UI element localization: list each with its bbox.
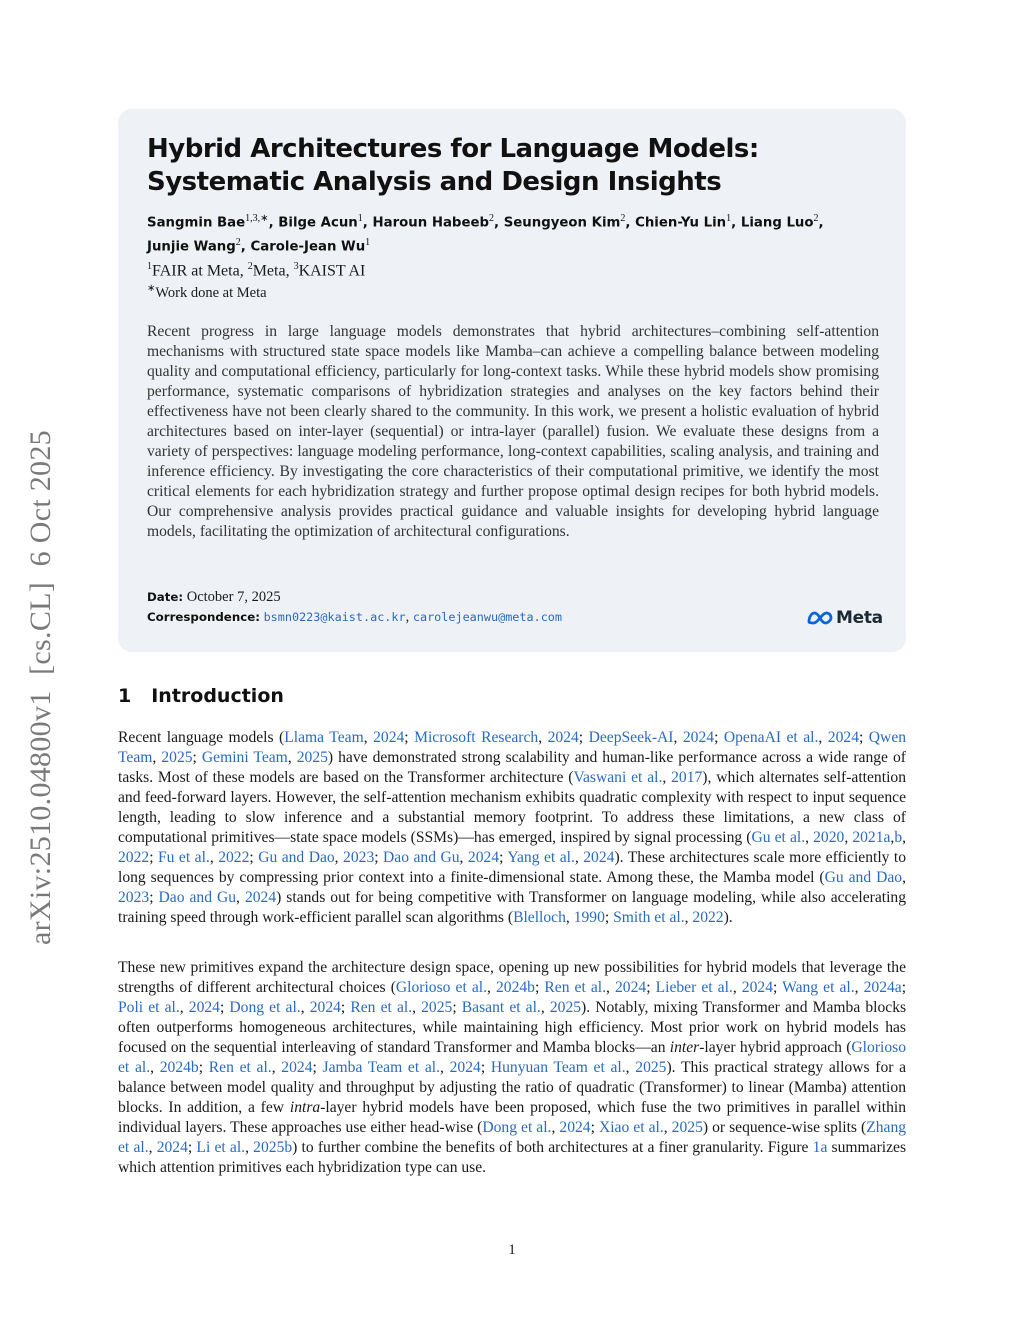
citation-link[interactable]: 2024 [583, 849, 615, 866]
citation-link[interactable]: 2023 [343, 849, 375, 866]
citation-link[interactable]: Llama Team [284, 729, 364, 746]
citation-link[interactable]: Basant et al. [461, 999, 541, 1016]
citation-link[interactable]: 2024 [467, 849, 500, 866]
author-name: Haroun Habeeb [372, 215, 489, 231]
citation-link[interactable]: 2023 [118, 889, 150, 906]
arxiv-identifier-stamp: arXiv:2510.04800v1 [cs.CL] 6 Oct 2025 [24, 430, 57, 945]
section-number: 1 [118, 685, 132, 707]
citation-link[interactable]: 2024a [863, 979, 902, 996]
citation-link[interactable]: 2024 [741, 979, 773, 996]
meta-logo-text: Meta [836, 608, 883, 628]
citation-link[interactable]: Dao and Gu [158, 889, 237, 906]
correspondence-row: Correspondence: bsmn0223@kaist.ac.kr, carolejeanwu@meta.com [147, 609, 563, 625]
citation-link[interactable]: 2024 [156, 1139, 188, 1156]
author-affiliation-marker: 1 [357, 213, 363, 224]
email-link[interactable]: carolejeanwu@meta.com [412, 610, 563, 624]
affiliation-marker: 1 [147, 261, 152, 272]
citation-link[interactable]: 2024 [615, 979, 647, 996]
author-name: Sangmin Bae [147, 215, 246, 231]
affiliation-marker: 2 [247, 261, 253, 272]
citation-link[interactable]: 2022 [692, 909, 724, 926]
author-affiliation-marker: 1,3,∗ [245, 213, 269, 224]
author-affiliation-marker: 1 [726, 213, 732, 224]
citation-link[interactable]: b [894, 829, 903, 846]
citation-link[interactable]: 2020 [813, 829, 845, 846]
date-label: Date: [147, 590, 184, 604]
citation-link[interactable]: 2024 [373, 729, 405, 746]
citation-link[interactable]: Vaswani et al. [573, 769, 663, 786]
email-link[interactable]: bsmn0223@kaist.ac.kr [263, 610, 406, 624]
citation-link[interactable]: Smith et al. [613, 909, 685, 926]
author-name: Junjie Wang [147, 239, 236, 255]
citation-link[interactable]: Glorioso et al. [118, 1039, 906, 1076]
citation-link[interactable]: Xiao et al. [598, 1119, 664, 1136]
emphasis-text: intra [289, 1099, 321, 1116]
citation-link[interactable]: 2024 [244, 889, 277, 906]
citation-link[interactable]: Jamba Team et al. [322, 1059, 441, 1076]
section-title-text: Introduction [151, 685, 284, 707]
citation-link[interactable]: Dong et al. [229, 999, 301, 1016]
citation-link[interactable]: 2021a [852, 829, 891, 846]
date-value: October 7, 2025 [186, 589, 281, 605]
citation-link[interactable]: Lieber et al. [655, 979, 733, 996]
citation-link[interactable]: 2017 [671, 769, 703, 786]
intro-paragraph-1: Recent language models (Llama Team, 2024; Microsoft Research, 2024; DeepSeek-AI, 2024; OpenaAI et al., 2024; Qwen Team, 2025; Gemini Team, 2025) have demonstrated strong scalability and human-like performance across a wide range of tasks. Most of these models are based on the Transformer architecture (Vaswani et al., 2017), which alternates self-attention and feed-forward layers. However, the self-attention mechanism exhibits quadratic complexity with respect to input sequence length, leading to slow inference and a substantial memory footprint. To address these limitations, a new class of computational primitives—state space models (SSMs)—has emerged, inspired by signal processing (Gu et al., 2020, 2021a,b, 2022; Fu et al., 2022; Gu and Dao, 2023; Dao and Gu, 2024; Yang et al., 2024). These architectures scale more efficiently to long sequences by compressing prior context into a finite-dimensional state. Among these, the Mamba model (Gu and Dao, 2023; Dao and Gu, 2024) stands out for being competitive with Transformer on language modeling, while also accelerating training speed through work-efficient parallel scan algorithms (Blelloch, 1990; Smith et al., 2022). [118, 729, 907, 926]
citation-link[interactable]: Ren et al. [544, 979, 607, 996]
citation-link[interactable]: Dao and Gu [383, 849, 460, 866]
citation-link[interactable]: 2025 [296, 749, 328, 766]
citation-link[interactable]: Microsoft Research [414, 729, 539, 746]
citation-link[interactable]: DeepSeek-AI [588, 729, 674, 746]
correspondence-label: Correspondence: [147, 610, 260, 624]
citation-link[interactable]: Gu and Dao [824, 869, 903, 886]
emphasis-text: inter [669, 1039, 700, 1056]
citation-link[interactable]: Poli et al. [118, 999, 180, 1016]
section-heading [118, 685, 284, 707]
note-text: Work done at Meta [155, 284, 267, 301]
citation-link[interactable]: Zhang et al. [118, 1119, 907, 1156]
citation-link[interactable]: 2022 [218, 849, 250, 866]
author-affiliation-marker: 2 [620, 213, 626, 224]
citation-link[interactable]: 2022 [118, 849, 150, 866]
citation-link[interactable]: Wang et al. [782, 979, 855, 996]
citation-link[interactable]: Blelloch [513, 909, 566, 926]
citation-link[interactable]: 2024b [159, 1059, 199, 1076]
citation-link[interactable]: 1a [812, 1139, 828, 1156]
citation-link[interactable]: Fu et al. [158, 849, 210, 866]
author-affiliation-marker: 2 [813, 213, 819, 224]
meta-logo [806, 607, 883, 629]
affiliation-name: KAIST AI [298, 262, 366, 280]
citation-link[interactable]: 2025 [549, 999, 582, 1016]
intro-paragraph-2: These new primitives expand the architecture design space, opening up new possibilities for hybrid models that leverage the strengths of different architectural choices (Glorioso et al., 2024b; Ren et al., 2024; Lieber et al., 2024; Wang et al., 2024a; Poli et al., 2024; Dong et al., 2024; Ren et al., 2025; Basant et al., 2025). Notably, mixing Transformer and Mamba blocks often outperforms homogeneous architectures, while maintaining high efficiency. Most prior work on hybrid models has focused on the sequential interleaving of standard Transformer and Mamba blocks—an inter-layer hybrid approach (Glorioso et al., 2024b; Ren et al., 2024; Jamba Team et al., 2024; Hunyuan Team et al., 2025). This practical strategy allows for a balance between model quality and throughput by adjusting the ratio of quadratic (Transformer) to linear (Mamba) attention blocks. In addition, a few intra-layer hybrid models have been proposed, which fuse the two primitives in parallel within individual layers. These approaches use either head-wise (Dong et al., 2024; Xiao et al., 2025) or sequence-wise splits (Zhang et al., 2024; Li et al., 2025b) to further combine the benefits of both architectures at a finer granularity. Figure 1a summarizes which attention primitives each hybridization type can use. [118, 959, 907, 1176]
author-affiliation-marker: 2 [235, 237, 241, 249]
author-name: Chien-Yu Lin [635, 215, 727, 231]
date-row [147, 588, 281, 606]
citation-link[interactable]: Ren et al. [350, 999, 413, 1016]
author-name: Liang Luo [740, 215, 814, 231]
citation-link[interactable]: OpenaAI et al. [723, 729, 819, 746]
title-line-2: Systematic Analysis and Design Insights [147, 167, 722, 197]
citation-link[interactable]: 2024 [449, 1059, 481, 1076]
citation-link[interactable]: 2025 [671, 1119, 703, 1136]
author-name: Carole-Jean Wu [250, 239, 366, 255]
author-affiliation-marker: 1 [365, 237, 371, 249]
citation-link[interactable]: 2024 [547, 729, 579, 746]
citation-link[interactable]: 2025 [421, 999, 453, 1016]
citation-link[interactable]: Yang et al. [507, 849, 575, 866]
page-number: 1 [508, 1242, 516, 1258]
citation-link[interactable]: Gu and Dao [258, 849, 335, 866]
citation-link[interactable]: Gemini Team [201, 749, 288, 766]
citation-link[interactable]: 2024 [827, 729, 859, 746]
citation-link[interactable]: 2024 [188, 999, 220, 1016]
citation-link[interactable]: 2024 [682, 729, 715, 746]
abstract-text: Recent progress in large language models demonstrates that hybrid architectures–combining self-attention mechanisms with structured state space models like Mamba–can achieve a compelling balance between modeling quality and computational efficiency, particularly for long-context tasks. While these hybrid models show promising performance, systematic comparisons of hybridization strategies and analyses on the key factors behind their effectiveness have not been clearly shared to the community. In this work, we present a holistic evaluation of hybrid architectures based on inter-layer (sequential) or intra-layer (parallel) fusion. We evaluate these designs from a variety of perspectives: language modeling performance, long-context capabilities, scaling analysis, and training and inference efficiency. By investigating the core characteristics of their computational primitive, we identify the most critical elements for each hybridization strategy and further propose optimal design recipes for both hybrid models. Our comprehensive analysis provides practical guidance and valuable insights for developing hybrid language models, facilitating the optimization of architectural configurations. [147, 323, 879, 540]
citation-link[interactable]: Ren et al. [208, 1059, 272, 1076]
paper-title [147, 133, 887, 199]
citation-link[interactable]: 2024 [281, 1059, 313, 1076]
affiliations: $^1$FAIR at Meta, $^2$Meta, $^3$KAIST AI [147, 261, 366, 280]
affiliation-name: FAIR at Meta [152, 262, 240, 280]
citation-link[interactable]: Qwen Team [118, 729, 907, 766]
citation-link[interactable]: 2025b [253, 1139, 293, 1156]
citation-link[interactable]: 2025 [161, 749, 193, 766]
citation-link[interactable]: 2024 [309, 999, 341, 1016]
citation-link[interactable]: 2024b [495, 979, 535, 996]
citation-link[interactable]: Glorioso et al. [395, 979, 488, 996]
affiliation-marker: 3 [293, 261, 299, 272]
citation-link[interactable]: 2024 [559, 1119, 591, 1136]
citation-link[interactable]: 1990 [573, 909, 605, 926]
author-name: Seungyeon Kim [503, 215, 621, 231]
footnote-work-done [147, 280, 267, 302]
author-name: Bilge Acun [278, 215, 358, 231]
citation-link[interactable]: Gu et al. [751, 829, 806, 846]
meta-infinity-logo-icon [806, 610, 834, 626]
author-list: Sangmin Bae$^{1,3,∗}$, Bilge Acun$^1$, Haroun Habeeb$^2$, Seungyeon Kim$^2$, Chien-Yu Lin$^1$, Liang Luo$^2$, Junjie Wang$^2$, Carole-Jean Wu$^1$ [147, 213, 824, 255]
affiliation-name: Meta [252, 262, 286, 280]
citation-link[interactable]: Dong et al. [482, 1119, 552, 1136]
citation-link[interactable]: 2025 [635, 1059, 667, 1076]
title-line-1: Hybrid Architectures for Language Models: [147, 134, 759, 164]
citation-link[interactable]: Hunyuan Team et al. [490, 1059, 626, 1076]
author-affiliation-marker: 2 [489, 213, 494, 224]
citation-link[interactable]: Li et al. [196, 1139, 246, 1156]
note-marker: ∗ [147, 283, 156, 294]
